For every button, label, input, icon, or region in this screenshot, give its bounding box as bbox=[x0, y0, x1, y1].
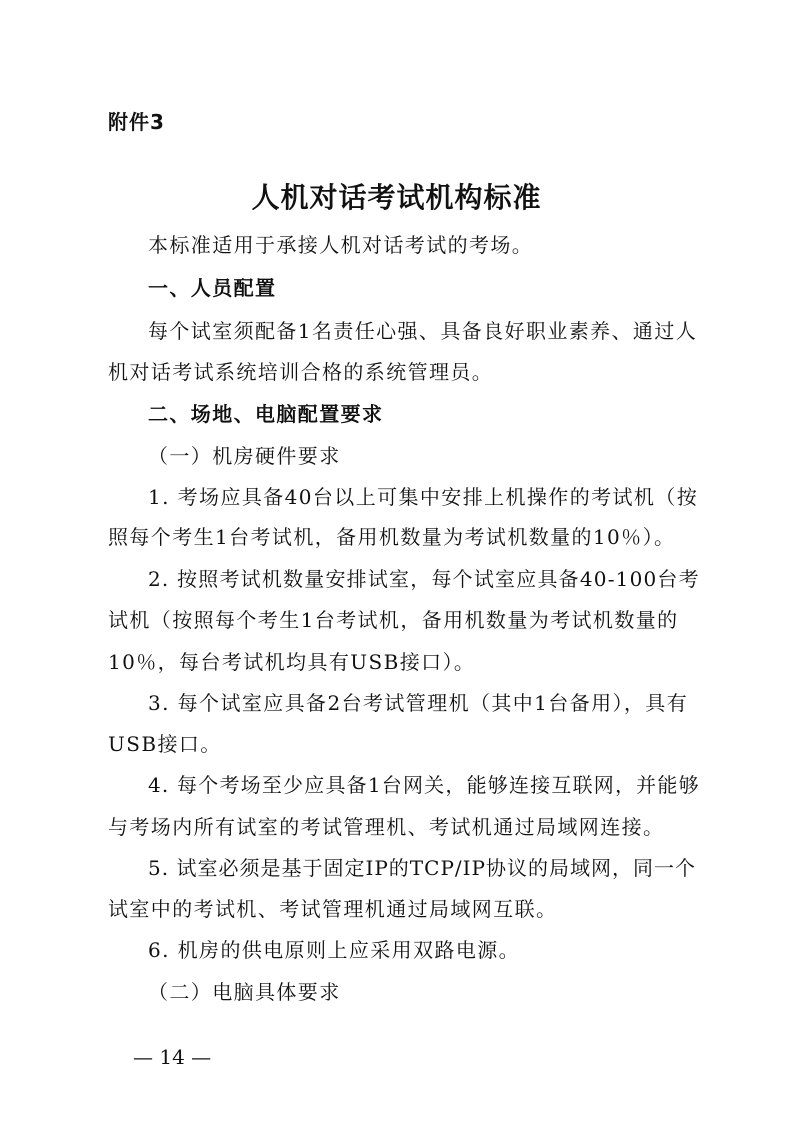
subsection-heading-hardware: （一）机房硬件要求 bbox=[148, 444, 341, 468]
paragraph-line: 6. 机房的供电原则上应采用双路电源。 bbox=[148, 938, 521, 962]
paragraph-line: USB接口。 bbox=[108, 732, 222, 756]
section-heading-site: 二、场地、电脑配置要求 bbox=[148, 402, 384, 426]
attachment-label: 附件3 bbox=[108, 110, 165, 134]
paragraph-line: 试室中的考试机、考试管理机通过局域网互联。 bbox=[108, 897, 558, 921]
section-heading-personnel: 一、人员配置 bbox=[148, 276, 277, 300]
document-title: 人机对话考试机构标准 bbox=[251, 181, 542, 214]
paragraph-line: 5. 试室必须是基于固定IP的TCP/IP协议的局域网，同一个 bbox=[148, 856, 696, 880]
paragraph-line: 1. 考场应具备40台以上可集中安排上机操作的考试机（按 bbox=[148, 485, 699, 509]
paragraph-line: 试机（按照每个考生1台考试机，备用机数量为考试机数量的 bbox=[108, 608, 679, 632]
paragraph-line: 机对话考试系统培训合格的系统管理员。 bbox=[108, 360, 494, 384]
paragraph-line: 每个试室须配备1名责任心强、具备良好职业素养、通过人 bbox=[148, 319, 698, 343]
page-number: — 14 — bbox=[133, 1045, 212, 1069]
paragraph-line: 照每个考生1台考试机，备用机数量为考试机数量的10％）。 bbox=[108, 525, 676, 549]
paragraph-line: 3. 每个试室应具备2台考试管理机（其中1台备用），具有 bbox=[148, 691, 689, 715]
subsection-heading-computer: （二）电脑具体要求 bbox=[148, 980, 341, 1004]
paragraph-line: 与考场内所有试室的考试管理机、考试机通过局域网连接。 bbox=[108, 815, 665, 839]
paragraph-line: 4. 每个考场至少应具备1台网关，能够连接互联网，并能够 bbox=[148, 773, 700, 797]
paragraph-line: 2. 按照考试机数量安排试室，每个试室应具备40-100台考 bbox=[148, 567, 700, 591]
paragraph-scope: 本标准适用于承接人机对话考试的考场。 bbox=[148, 233, 534, 257]
paragraph-line: 10％，每台考试机均具有USB接口）。 bbox=[108, 650, 476, 674]
